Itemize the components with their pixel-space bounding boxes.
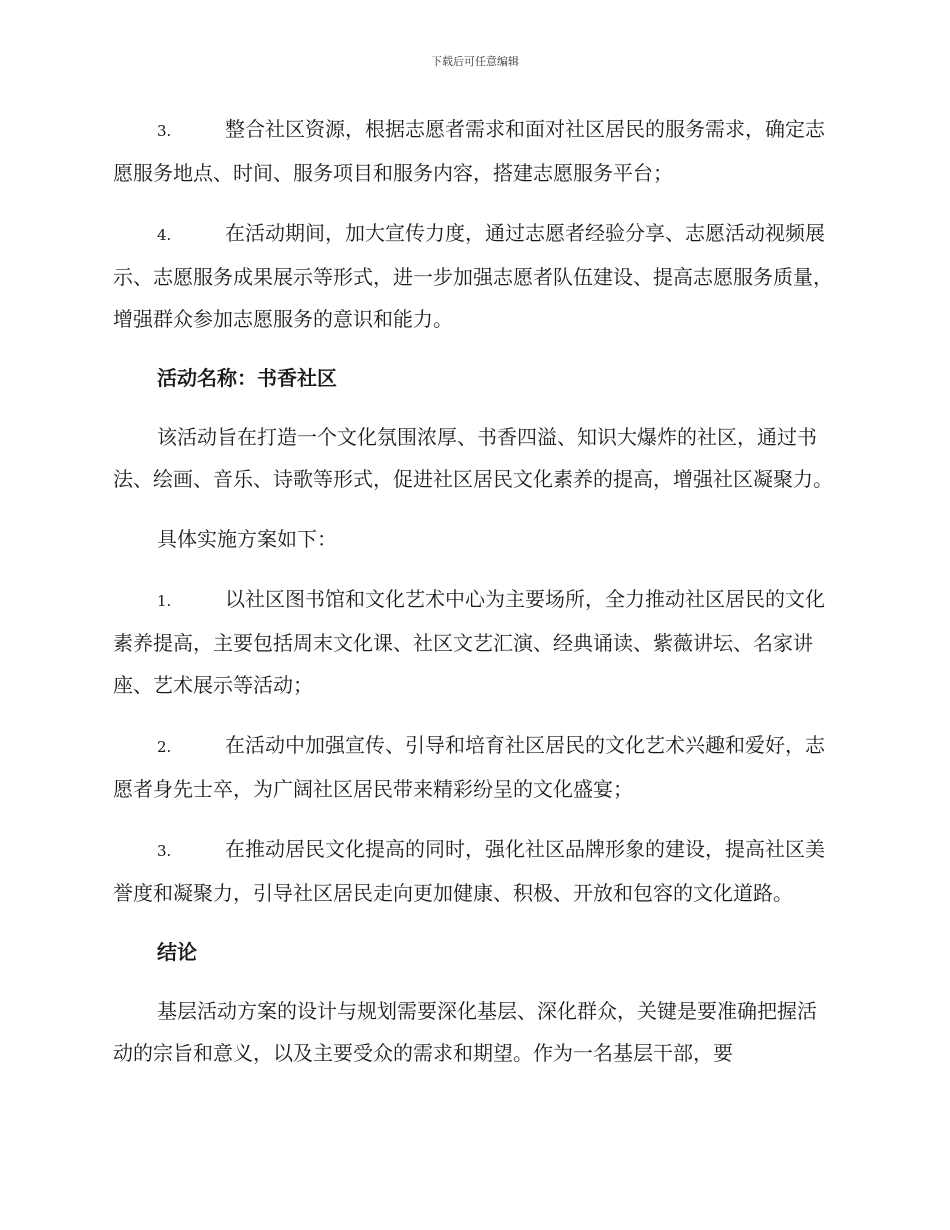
paragraph-text: 在推动居民文化提高的同时，强化社区品牌形象的建设，提高社区美誉度和凝聚力，引导社区居民走向更加健康、积极、开放和包容的文化道路。 (113, 837, 825, 905)
list-number: 3. (157, 122, 172, 140)
list-item-4-volunteer (113, 212, 835, 340)
list-item-3-volunteer (113, 108, 835, 194)
implementation-intro: 具体实施方案如下： (157, 527, 337, 551)
list-item-1-culture (113, 578, 835, 706)
section-heading-activity-name: 活动名称：书香社区 (157, 366, 337, 390)
paragraph-text: 整合社区资源，根据志愿者需求和面对社区居民的服务需求，确定志愿服务地点、时间、服务项目和服务内容，搭建志愿服务平台； (113, 117, 825, 185)
paragraph-text: 在活动期间，加大宣传力度，通过志愿者经验分享、志愿活动视频展示、志愿服务成果展示等形式，进一步加强志愿者队伍建设、提高志愿服务质量，增强群众参加志愿服务的意识和能力。 (113, 221, 833, 331)
conclusion-paragraph: 基层活动方案的设计与规划需要深化基层、深化群众，关键是要准确把握活动的宗旨和意义，以及主要受众的需求和期望。作为一名基层干部，要 (113, 999, 817, 1065)
list-number: 2. (157, 738, 172, 756)
paragraph-text: 以社区图书馆和文化艺术中心为主要场所，全力推动社区居民的文化素养提高，主要包括周末文化课、社区文艺汇演、经典诵读、紫薇讲坛、名家讲座、艺术展示等活动； (113, 587, 825, 697)
list-number: 4. (157, 226, 172, 244)
list-number: 1. (157, 592, 172, 610)
activity-description: 该活动旨在打造一个文化氛围浓厚、书香四溢、知识大爆炸的社区，通过书法、绘画、音乐、诗歌等形式，促进社区居民文化素养的提高，增强社区凝聚力。 (113, 425, 833, 491)
section-heading-conclusion: 结论 (157, 940, 197, 964)
list-item-3-culture (113, 828, 835, 914)
paragraph-text: 在活动中加强宣传、引导和培育社区居民的文化艺术兴趣和爱好，志愿者身先士卒，为广阔社区居民带来精彩纷呈的文化盛宴； (113, 733, 825, 801)
list-item-2-culture (113, 724, 835, 810)
document-body (113, 108, 835, 1092)
page-header-note: 下载后可任意编辑 (431, 55, 519, 68)
list-number: 3. (157, 842, 172, 860)
